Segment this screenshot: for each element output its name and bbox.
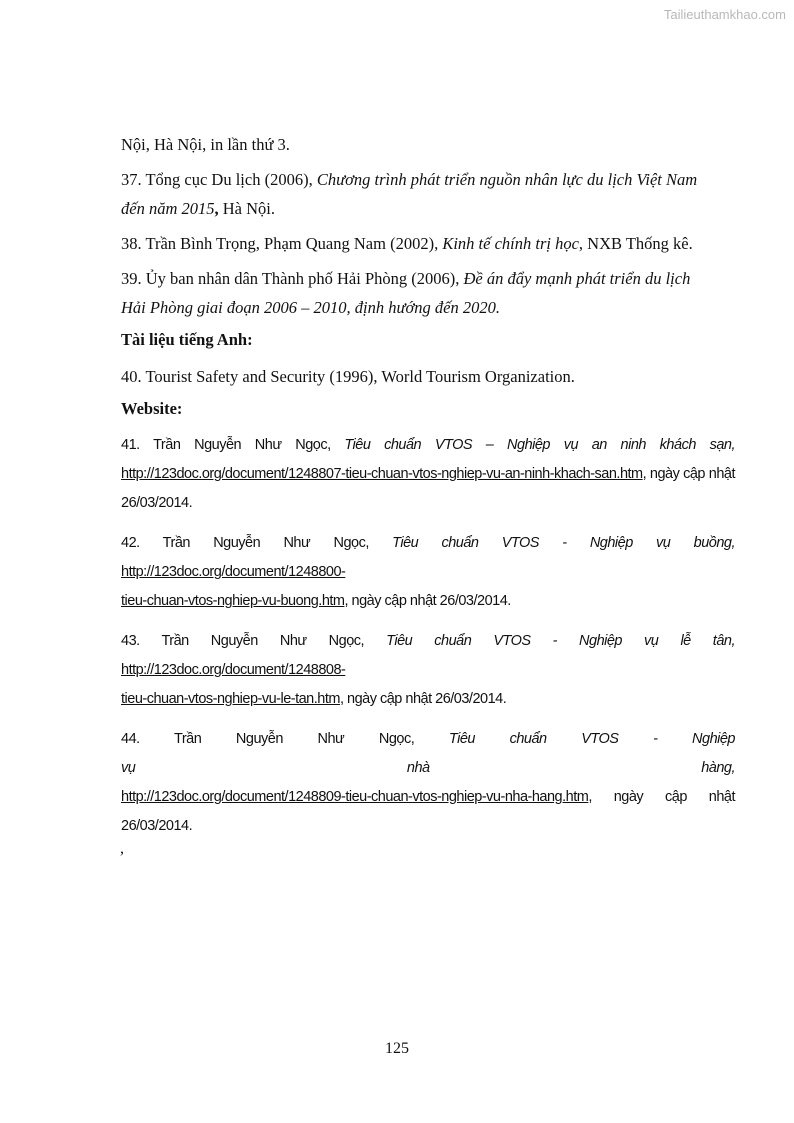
ref-43-link-cont[interactable]: tieu-chuan-vtos-nghiep-vu-le-tan.htm [121, 691, 340, 707]
ref-37-author: 37. Tổng cục Du lịch (2006), [121, 170, 317, 189]
ref-44-updated: , ngày cập nhật 26/03/2014. [121, 789, 735, 834]
ref-41-title: Tiêu chuẩn VTOS – Nghiệp vụ an ninh khách sạn, [344, 437, 735, 453]
reference-42 [121, 529, 735, 616]
page-number: 125 [385, 1040, 409, 1057]
ref-41-link[interactable]: http://123doc.org/document/1248807-tieu-chuan-vtos-nghiep-vu-an-ninh-khach-san.htm [121, 466, 643, 482]
ref-42-title: Tiêu chuẩn VTOS - Nghiệp vụ buồng, [392, 535, 735, 551]
heading-english-references: Tài liệu tiếng Anh: [121, 330, 253, 349]
ref-42-updated: , ngày cập nhật 26/03/2014. [344, 593, 511, 609]
ref-43-author: 43. Trần Nguyễn Như Ngọc, [121, 633, 387, 649]
ref-37-title-cont: đến năm 2015 [121, 199, 215, 218]
ref-38-title: Kinh tế chính trị học [442, 234, 579, 253]
reference-37 [121, 165, 735, 223]
ref-37-place: Hà Nội. [218, 199, 275, 218]
ref-43-updated: , ngày cập nhật 26/03/2014. [339, 691, 507, 707]
ref-42-author: 42. Trần Nguyễn Như Ngọc, [121, 535, 393, 551]
ref-37-comma: , [214, 199, 219, 218]
ref-44-author: 44. Trần Nguyễn Như Ngọc, [121, 731, 449, 747]
reference-36-tail: Nội, Hà Nội, in lần thứ 3. [121, 135, 290, 154]
ref-42-link[interactable]: http://123doc.org/document/1248800- [121, 564, 346, 580]
ref-39-title-cont: Hải Phòng giai đoạn 2006 – 2010, định hướng đến 2020. [121, 298, 500, 317]
ref-38-author: 38. Trần Bình Trọng, Phạm Quang Nam (2002), [121, 234, 443, 253]
reference-38 [121, 229, 735, 258]
reference-39 [121, 264, 735, 322]
ref-39-title: Đề án đẩy mạnh phát triển du lịch [463, 269, 691, 288]
reference-43 [121, 627, 735, 714]
heading-website: Website: [121, 399, 183, 418]
stray-comma: , [120, 840, 124, 857]
ref-42-link-cont[interactable]: tieu-chuan-vtos-nghiep-vu-buong.htm [121, 593, 345, 609]
ref-37-title: Chương trình phát triển nguồn nhân lực du lịch Việt Nam [316, 170, 698, 189]
references-list [121, 130, 735, 852]
watermark-text: Tailieuthamkhao.com [663, 7, 786, 22]
ref-43-title: Tiêu chuẩn VTOS - Nghiệp vụ lễ tân, [386, 633, 735, 649]
ref-41-updated: , ngày cập nhật [642, 466, 735, 482]
reference-41 [121, 431, 735, 518]
reference-40: 40. Tourist Safety and Security (1996), World Tourism Organization. [121, 367, 575, 386]
ref-39-author: 39. Ủy ban nhân dân Thành phố Hải Phòng (2006), [121, 269, 464, 288]
reference-44 [121, 725, 735, 841]
ref-43-link[interactable]: http://123doc.org/document/1248808- [121, 662, 346, 678]
ref-41-date: 26/03/2014. [121, 495, 193, 511]
ref-38-publisher: , NXB Thống kê. [578, 234, 693, 253]
ref-44-link[interactable]: http://123doc.org/document/1248809-tieu-chuan-vtos-nghiep-vu-nha-hang.htm [121, 789, 589, 805]
ref-44-title: Tiêu chuẩn VTOS - Nghiệp vụ nhà hàng, [121, 731, 735, 776]
ref-41-author: 41. Trần Nguyễn Như Ngọc, [121, 437, 345, 453]
